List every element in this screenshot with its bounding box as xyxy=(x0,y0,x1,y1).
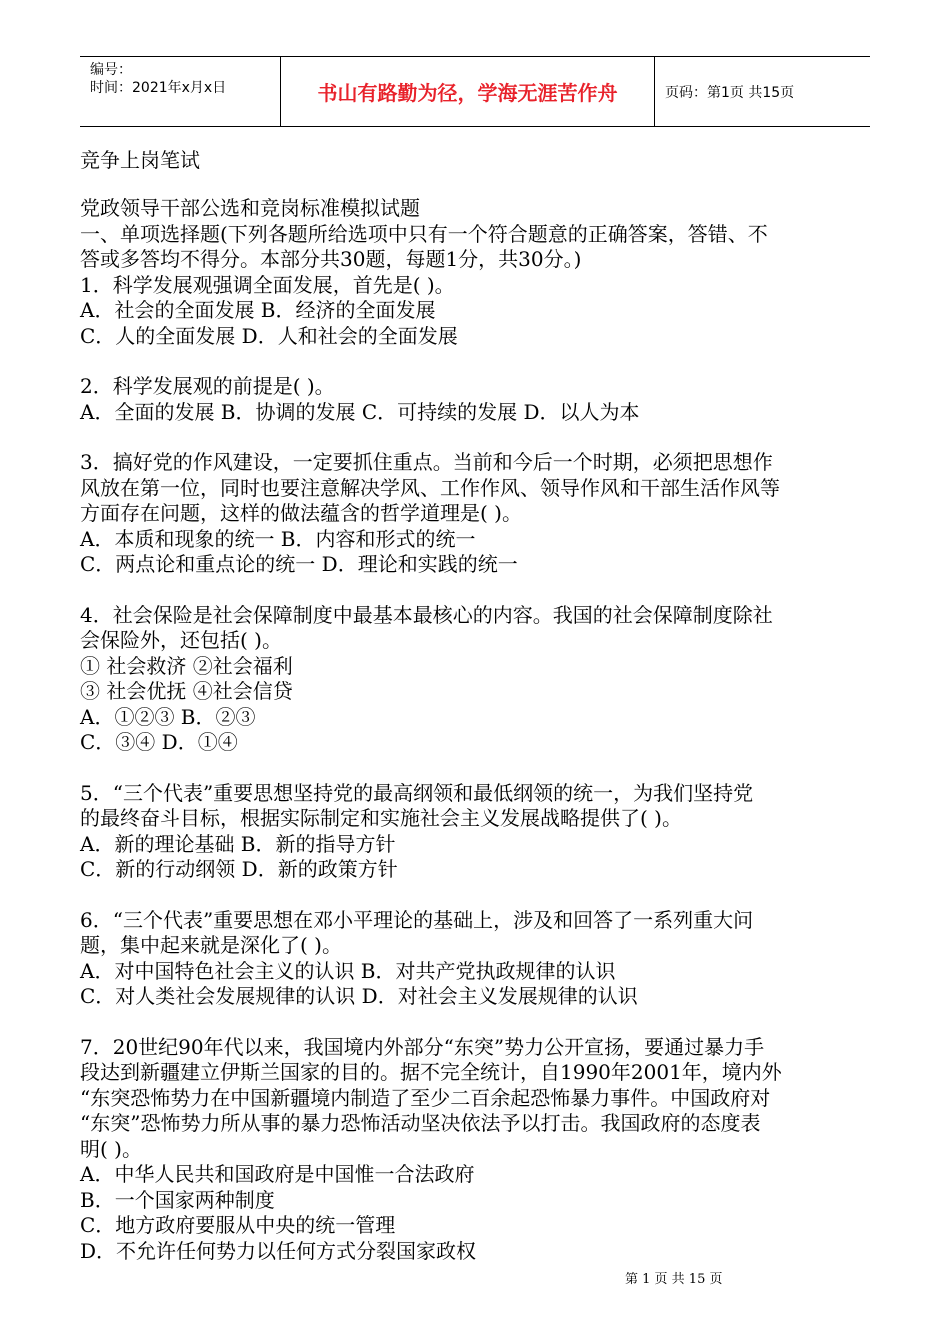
doc-title: 竞争上岗笔试 xyxy=(80,148,200,172)
question-block xyxy=(80,1035,872,1265)
section-title: 党政领导干部公选和竞岗标准模拟试题 xyxy=(80,196,420,220)
question-line: “东突”恐怖势力所从事的暴力恐怖活动坚决依法予以打击。我国政府的态度表 xyxy=(80,1111,761,1135)
question-line: 会保险外，还包括( )。 xyxy=(80,628,282,652)
question-block xyxy=(80,450,872,578)
question-block xyxy=(80,781,872,883)
question-line: “东突恐怖势力在中国新疆境内制造了至少二百余起恐怖暴力事件。中国政府对 xyxy=(80,1085,771,1110)
question-line: 风放在第一位，同时也要注意解决学风、工作作风、领导作风和干部生活作风等 xyxy=(80,475,780,500)
question-line: 段达到新疆建立伊斯兰国家的目的。据不完全统计，自1990年2001年，境内外 xyxy=(80,1060,782,1084)
page-footer: 第 1 页 共 15 页 xyxy=(625,1272,723,1287)
question-stem: 4．社会保险是社会保障制度中最基本最核心的内容。我国的社会保障制度除社 xyxy=(80,602,773,627)
intro-line: 答或多答均不得分。本部分共30题，每题1分，共30分。) xyxy=(80,247,582,271)
question-line: A．社会的全面发展 B．经济的全面发展 xyxy=(80,298,436,322)
question-line: A．全面的发展 B．协调的发展 C．可持续的发展 D．以人为本 xyxy=(80,399,640,424)
question-stem: 2．科学发展观的前提是( )。 xyxy=(80,374,335,398)
question-stem: 5．“三个代表”重要思想坚持党的最高纲领和最低纲领的统一，为我们坚持党 xyxy=(80,780,754,805)
spacer xyxy=(80,883,872,908)
question-line: 方面存在问题，这样的做法蕴含的哲学道理是( )。 xyxy=(80,501,522,525)
intro-line: 一、单项选择题(下列各题所给选项中只有一个符合题意的正确答案，答错、不 xyxy=(80,221,768,246)
question-line: A．①②③ B．②③ xyxy=(80,704,256,729)
question-line: A．新的理论基础 B．新的指导方针 xyxy=(80,831,396,856)
question-stem: 3．搞好党的作风建设，一定要抓住重点。当前和今后一个时期，必须把思想作 xyxy=(80,450,773,474)
document-body xyxy=(80,146,872,1264)
question-line: C．两点论和重点论的统一 D．理论和实践的统一 xyxy=(80,552,518,576)
question-block xyxy=(80,374,872,425)
question-line: A．本质和现象的统一 B．内容和形式的统一 xyxy=(80,526,476,551)
spacer xyxy=(80,1010,872,1035)
question-stem: 1．科学发展观强调全面发展，首先是( )。 xyxy=(80,272,455,297)
question-block xyxy=(80,908,872,1010)
question-line: 的最终奋斗目标，根据实际制定和实施社会主义发展战略提供了( )。 xyxy=(80,806,682,830)
document-header xyxy=(80,56,870,127)
spacer xyxy=(80,425,872,450)
spacer xyxy=(80,349,872,374)
question-line: B．一个国家两种制度 xyxy=(80,1187,275,1212)
spacer xyxy=(80,578,872,603)
question-list xyxy=(80,273,872,1265)
time-label: 时间：2021年x月x日 xyxy=(90,80,227,96)
number-label: 编号： xyxy=(90,62,132,78)
question-line: 题，集中起来就是深化了( )。 xyxy=(80,933,342,957)
header-page-info: 页码：第1页 共15页 xyxy=(665,84,795,101)
question-line: 明( )。 xyxy=(80,1136,142,1161)
question-line: C．新的行动纲领 D．新的政策方针 xyxy=(80,857,398,881)
question-line: ① 社会救济 ②社会福利 xyxy=(80,653,293,678)
question-line: A．对中国特色社会主义的认识 B．对共产党执政规律的认识 xyxy=(80,958,616,983)
header-motto: 书山有路勤为径，学海无涯苦作舟 xyxy=(281,57,655,126)
question-line: C．人的全面发展 D．人和社会的全面发展 xyxy=(80,323,458,348)
question-line: A．中华人民共和国政府是中国惟一合法政府 xyxy=(80,1162,475,1186)
question-line: ③ 社会优抚 ④社会信贷 xyxy=(80,679,293,703)
question-block xyxy=(80,603,872,756)
question-line: C．地方政府要服从中央的统一管理 xyxy=(80,1213,396,1237)
question-stem: 6．“三个代表”重要思想在邓小平理论的基础上，涉及和回答了一系列重大问 xyxy=(80,907,754,932)
question-line: C．③④ D．①④ xyxy=(80,730,238,754)
question-stem: 7．20世纪90年代以来，我国境内外部分“东突”势力公开宣扬，要通过暴力手 xyxy=(80,1034,765,1059)
question-block xyxy=(80,273,872,350)
spacer xyxy=(80,756,872,781)
question-line: C．对人类社会发展规律的认识 D．对社会主义发展规律的认识 xyxy=(80,984,638,1008)
question-line: D．不允许任何势力以任何方式分裂国家政权 xyxy=(80,1238,477,1263)
header-meta xyxy=(80,57,281,126)
